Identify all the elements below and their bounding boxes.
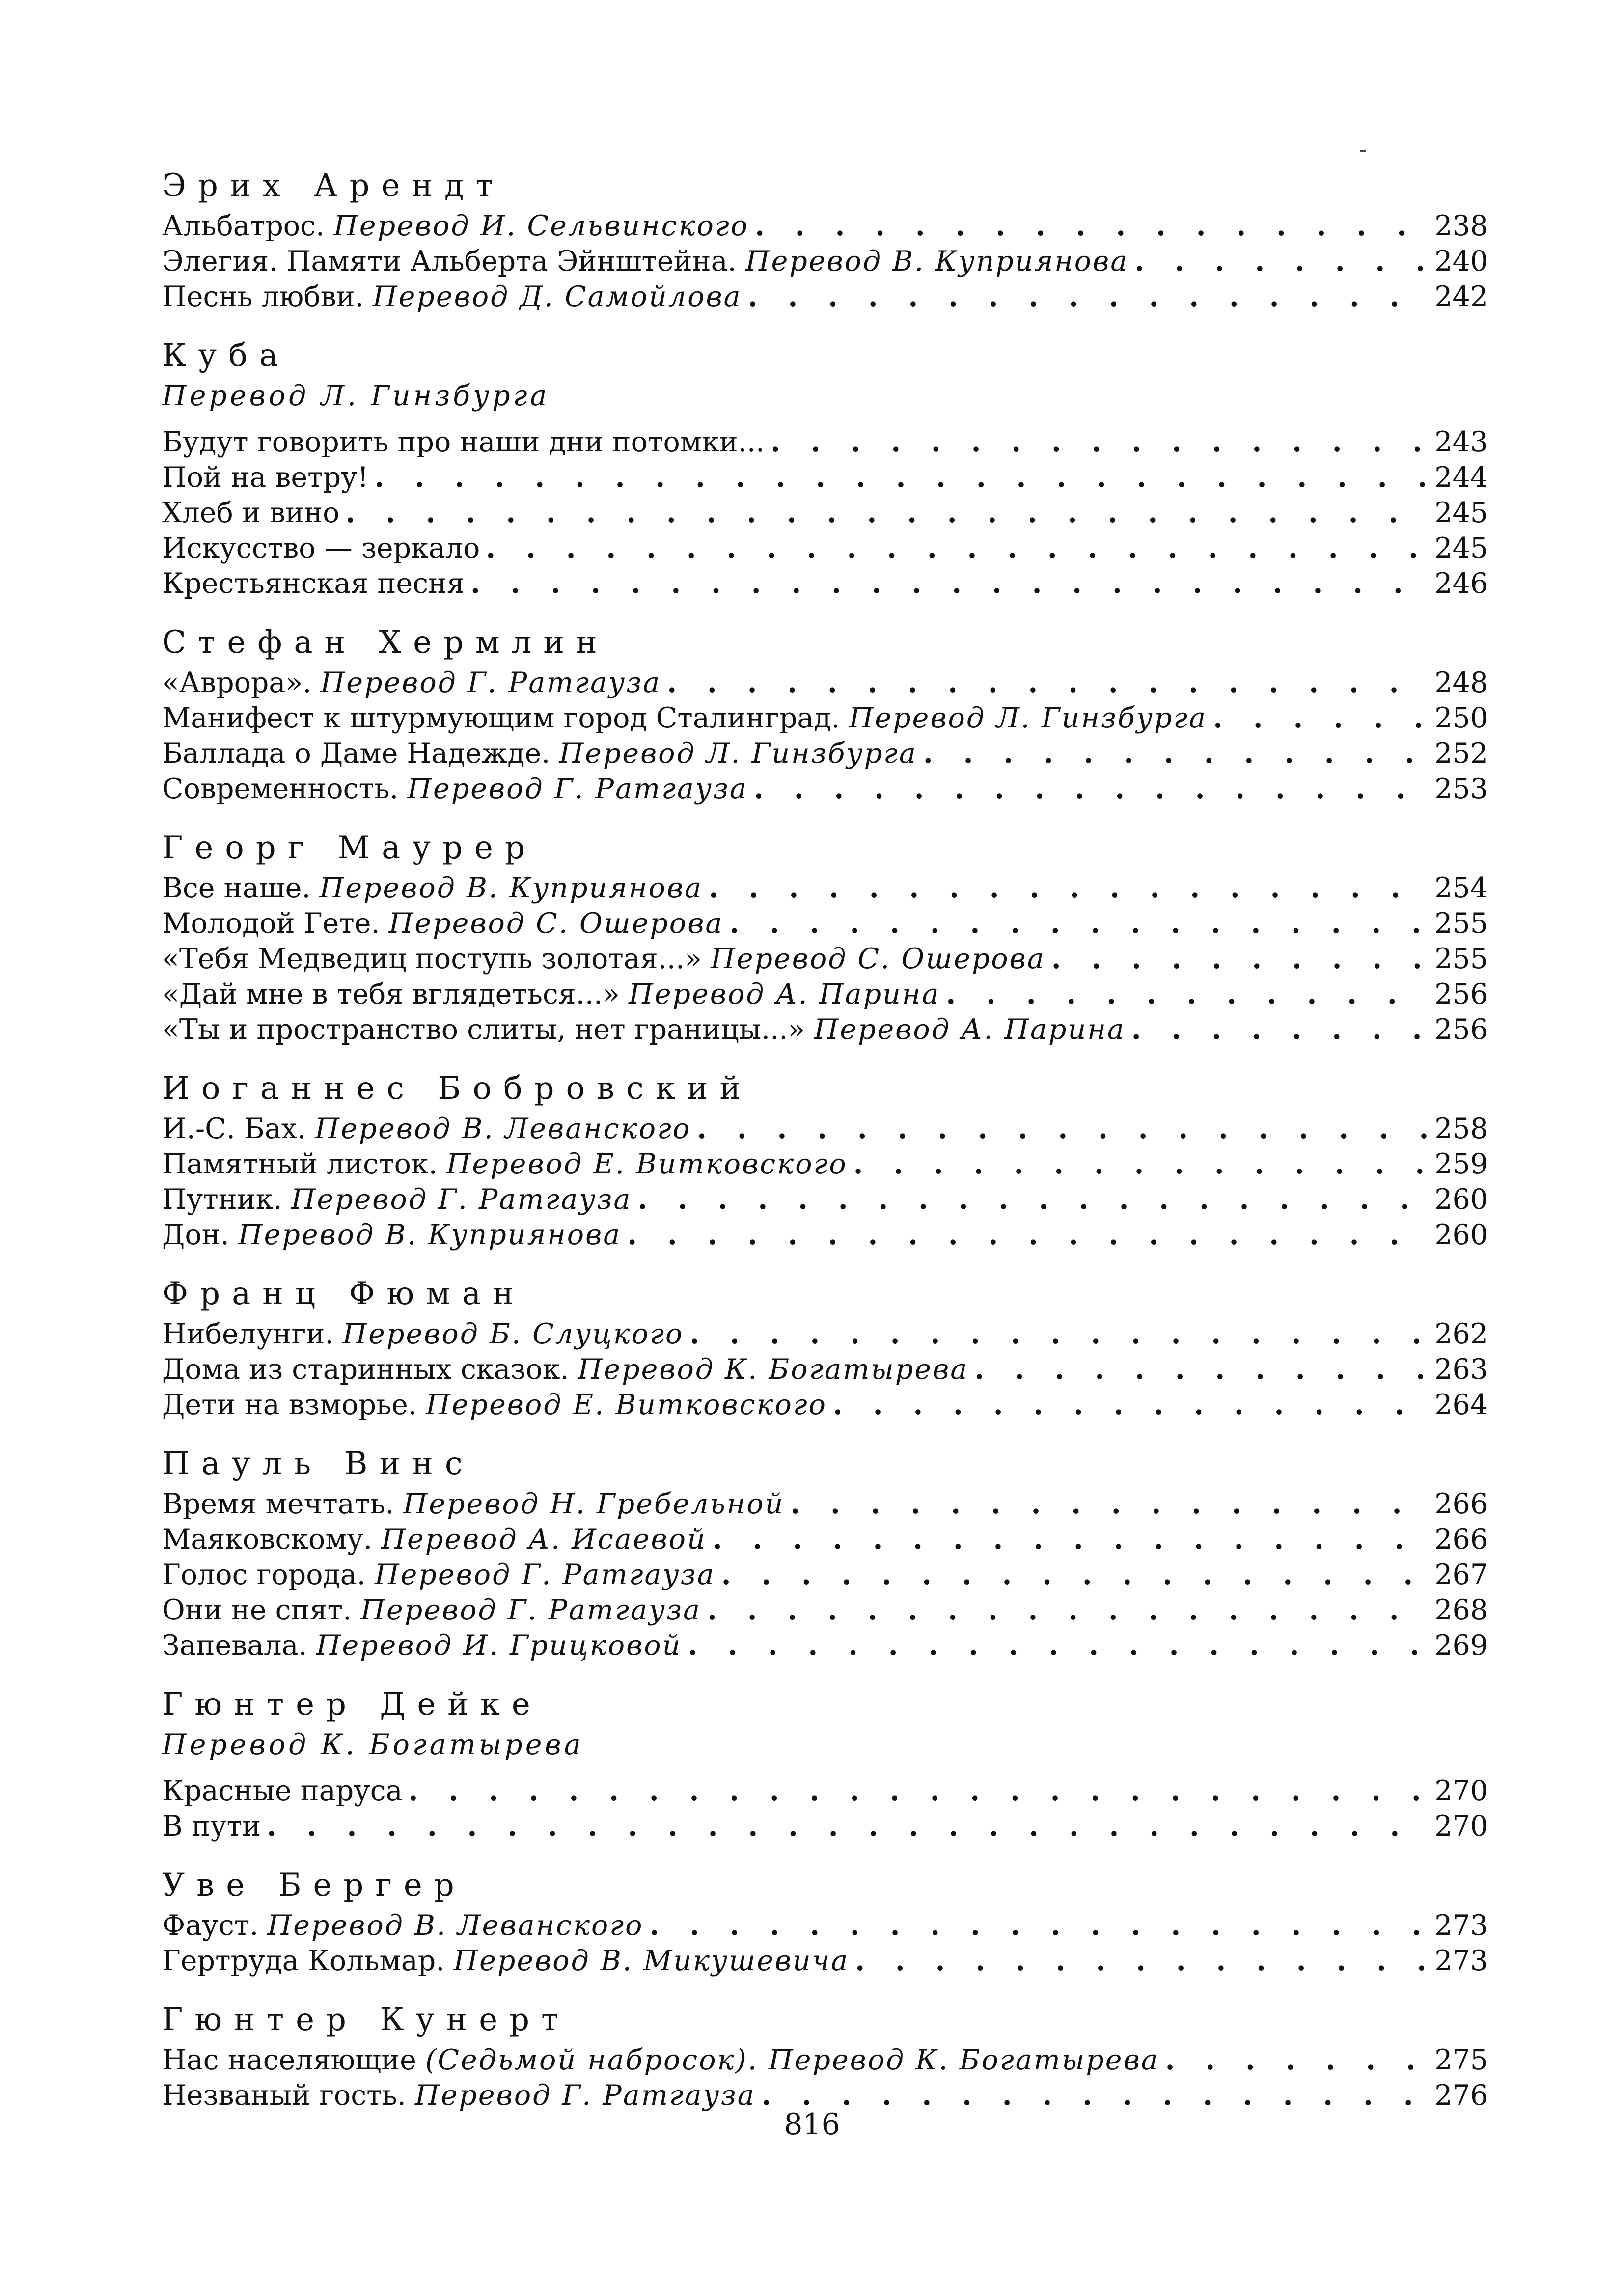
toc-entry	[162, 1557, 1488, 1592]
entry-page-number: 245	[1434, 532, 1488, 564]
page-mark	[1360, 150, 1366, 152]
entry-text	[162, 209, 749, 244]
toc-section	[162, 2001, 1488, 2113]
entry-page-number: 246	[1434, 567, 1488, 600]
toc-entry	[162, 1773, 1488, 1809]
entry-title: Молодой Гете.	[162, 907, 380, 940]
entry-page-number: 254	[1434, 872, 1488, 904]
toc-entry	[162, 1908, 1488, 1943]
entry-title: Нас населяющие	[162, 2044, 416, 2076]
dot-leader	[833, 1387, 1428, 1422]
entry-title: Незваный гость.	[162, 2079, 406, 2112]
entry-text	[162, 1218, 621, 1253]
entry-text	[162, 566, 465, 601]
dot-leader	[1051, 941, 1428, 976]
entry-translator: Перевод Б. Слуцкого	[342, 1318, 684, 1350]
dot-leader	[375, 460, 1428, 495]
entry-page-number: 253	[1434, 773, 1488, 805]
dot-leader	[1134, 244, 1428, 279]
toc-entry	[162, 566, 1488, 601]
entry-title: «Дай мне в тебя вглядеться...»	[162, 978, 620, 1010]
dot-leader	[754, 771, 1428, 806]
dot-leader	[345, 495, 1428, 530]
entry-page-number: 255	[1434, 943, 1488, 975]
toc-entry	[162, 495, 1488, 530]
entry-text	[162, 942, 1046, 976]
entry-page-number: 267	[1434, 1559, 1488, 1591]
toc-entry	[162, 279, 1488, 314]
entry-translator: Перевод Е. Витковского	[426, 1389, 827, 1421]
entry-title: И.-С. Бах.	[162, 1113, 306, 1145]
entry-title: Памятный листок.	[162, 1148, 438, 1180]
entry-page-number: 276	[1434, 2079, 1488, 2112]
entry-title: Современность.	[162, 773, 399, 805]
entry-translator: Перевод Г. Ратгауза	[320, 667, 661, 699]
entry-page-number: 255	[1434, 907, 1488, 940]
entry-page-number: 262	[1434, 1318, 1488, 1350]
toc-entry	[162, 424, 1488, 460]
entry-translator: Перевод И. Грицковой	[316, 1629, 682, 1662]
toc-section	[162, 1275, 1488, 1422]
toc-entry	[162, 1146, 1488, 1182]
toc-entry	[162, 665, 1488, 700]
dot-leader	[974, 1352, 1428, 1387]
entry-translator: Перевод Г. Ратгауза	[414, 2079, 756, 2112]
entry-title: Время мечтать.	[162, 1488, 394, 1520]
entry-text	[162, 1809, 261, 1844]
entry-page-number: 250	[1434, 702, 1488, 734]
entry-text	[162, 1147, 848, 1182]
entry-translator: Перевод Л. Гинзбурга	[559, 737, 917, 770]
toc-section	[162, 1445, 1488, 1663]
entry-translator: Перевод С. Ошерова	[388, 907, 724, 940]
entry-translator: Перевод С. Ошерова	[711, 943, 1046, 975]
dot-leader	[707, 1592, 1428, 1627]
dot-leader	[729, 906, 1428, 941]
author-heading: Пауль Винс	[162, 1446, 474, 1482]
entry-text	[162, 1487, 784, 1522]
entry-text	[162, 279, 742, 314]
entry-title: Фауст.	[162, 1909, 259, 1942]
entry-title: Баллада о Даме Надежде.	[162, 737, 551, 770]
entry-title: Гертруда Кольмар.	[162, 1945, 445, 1977]
author-heading: Гюнтер Дейке	[162, 1686, 542, 1723]
entry-page-number: 275	[1434, 2044, 1488, 2076]
entry-text	[162, 1628, 682, 1663]
entry-page-number: 240	[1434, 245, 1488, 278]
entry-text	[162, 1317, 684, 1352]
section-translator: Перевод К. Богатырева	[162, 1728, 584, 1761]
entry-text	[162, 666, 661, 700]
entry-page-number: 259	[1434, 1148, 1488, 1180]
entry-title: Маяковскому.	[162, 1523, 373, 1556]
author-heading: Иоганнес Бобровский	[162, 1070, 753, 1107]
entry-text	[162, 1908, 643, 1943]
author-heading: Гюнтер Кунерт	[162, 2002, 571, 2038]
entry-text	[162, 1558, 716, 1592]
toc-entry	[162, 1943, 1488, 1979]
author-heading: Франц Фюман	[162, 1276, 525, 1312]
entry-translator: Перевод А. Парина	[629, 978, 940, 1010]
entry-translator: Перевод А. Исаевой	[381, 1523, 707, 1556]
section-translator: Перевод Л. Гинзбурга	[162, 380, 550, 412]
entry-translator: Перевод К. Богатырева	[578, 1353, 969, 1386]
toc-section	[162, 1686, 1488, 1844]
entry-title: В пути	[162, 1810, 261, 1842]
dot-leader	[713, 1522, 1428, 1557]
entry-title: Альбатрос.	[162, 210, 325, 242]
toc-section	[162, 167, 1488, 314]
entry-page-number: 245	[1434, 497, 1488, 529]
entry-translator: Перевод Г. Ратгауза	[407, 773, 748, 805]
entry-page-number: 264	[1434, 1389, 1488, 1421]
entry-page-number: 273	[1434, 1945, 1488, 1977]
dot-leader	[853, 1146, 1428, 1181]
entry-title: «Аврора».	[162, 667, 312, 699]
entry-page-number: 260	[1434, 1219, 1488, 1251]
entry-title: Дети на взморье.	[162, 1389, 417, 1421]
entry-page-number: 260	[1434, 1183, 1488, 1216]
dot-leader	[689, 1316, 1428, 1351]
entry-page-number: 258	[1434, 1113, 1488, 1145]
toc-entry	[162, 1809, 1488, 1844]
entry-title: Все наше.	[162, 872, 311, 904]
entry-translator: Перевод В. Куприянова	[319, 872, 703, 904]
entry-text	[162, 1388, 827, 1422]
dot-leader	[667, 665, 1428, 700]
toc-entry	[162, 1387, 1488, 1422]
toc-section	[162, 829, 1488, 1047]
entry-page-number: 269	[1434, 1629, 1488, 1662]
entry-text	[162, 1352, 968, 1387]
entry-text	[162, 1012, 1126, 1047]
dot-leader	[1165, 2042, 1428, 2077]
toc-entry	[162, 771, 1488, 807]
dot-leader	[1131, 1012, 1428, 1047]
entry-title: Элегия. Памяти Альберта Эйнштейна.	[162, 245, 737, 278]
toc-entry	[162, 530, 1488, 566]
entry-translator: Перевод Н. Гребельной	[403, 1488, 785, 1520]
entry-translator: Перевод Г. Ратгауза	[291, 1183, 632, 1216]
toc-entry	[162, 2042, 1488, 2078]
entry-text	[162, 460, 369, 495]
toc-entry	[162, 941, 1488, 976]
toc-entry	[162, 736, 1488, 771]
toc-entry	[162, 1316, 1488, 1352]
entry-title: Крестьянская песня	[162, 567, 465, 600]
dot-leader	[755, 208, 1428, 243]
toc-entry	[162, 870, 1488, 906]
entry-title: Будут говорить про наши дни потомки...	[162, 426, 765, 458]
entry-page-number: 270	[1434, 1810, 1488, 1842]
entry-page-number: 263	[1434, 1353, 1488, 1386]
dot-leader	[946, 976, 1428, 1011]
entry-translator: Перевод Л. Гинзбурга	[849, 702, 1208, 734]
toc-entry	[162, 1111, 1488, 1146]
entry-title: Дома из старинных сказок.	[162, 1353, 569, 1386]
dot-leader	[486, 530, 1428, 565]
author-heading: Стефан Хермлин	[162, 624, 609, 661]
dot-leader	[855, 1943, 1428, 1978]
table-of-contents	[162, 167, 1488, 2136]
entry-title: «Тебя Медведиц поступь золотая...»	[162, 943, 702, 975]
toc-entry	[162, 460, 1488, 495]
dot-leader	[470, 566, 1428, 601]
toc-entry	[162, 700, 1488, 736]
entry-text	[162, 425, 765, 460]
entry-page-number: 238	[1434, 210, 1488, 242]
entry-title: «Ты и пространство слиты, нет границы...»	[162, 1013, 805, 1046]
entry-text	[162, 2043, 1159, 2078]
entry-title: Дон.	[162, 1219, 229, 1251]
entry-translator: (Седьмой набросок). Перевод К. Богатырева	[425, 2044, 1159, 2076]
entry-translator: Перевод В. Леванского	[315, 1113, 691, 1145]
dot-leader	[1213, 700, 1428, 735]
entry-page-number: 270	[1434, 1775, 1488, 1807]
entry-title: Они не спят.	[162, 1594, 352, 1626]
entry-page-number: 256	[1434, 978, 1488, 1010]
entry-page-number: 268	[1434, 1594, 1488, 1626]
entry-text	[162, 496, 339, 530]
entry-text	[162, 871, 703, 906]
author-heading: Куба	[162, 337, 290, 374]
toc-entry	[162, 1628, 1488, 1663]
toc-entry	[162, 1592, 1488, 1628]
dot-leader	[649, 1908, 1428, 1943]
dot-leader	[923, 736, 1428, 771]
dot-leader	[771, 424, 1428, 459]
entry-translator: Перевод Д. Самойлова	[372, 280, 742, 313]
dot-leader	[709, 870, 1428, 905]
entry-page-number: 244	[1434, 461, 1488, 494]
entry-text	[162, 1182, 632, 1217]
author-heading: Уве Бергер	[162, 1867, 466, 1903]
entry-title: Голос города.	[162, 1559, 366, 1591]
entry-title: Путник.	[162, 1183, 282, 1216]
entry-title: Запевала.	[162, 1629, 307, 1662]
toc-entry	[162, 976, 1488, 1012]
author-heading: Эрих Арендт	[162, 167, 505, 204]
toc-entry	[162, 1486, 1488, 1522]
entry-title: Пой на ветру!	[162, 461, 369, 494]
toc-section	[162, 337, 1488, 601]
dot-leader	[688, 1628, 1428, 1663]
entry-page-number: 256	[1434, 1013, 1488, 1046]
toc-entry	[162, 1012, 1488, 1047]
entry-translator: Перевод И. Сельвинского	[333, 210, 749, 242]
entry-text	[162, 1112, 691, 1146]
entry-text	[162, 1593, 701, 1628]
entry-translator: Перевод А. Парина	[814, 1013, 1126, 1046]
dot-leader	[790, 1486, 1428, 1521]
entry-title: Искусство — зеркало	[162, 532, 480, 564]
entry-translator: Перевод В. Куприянова	[238, 1219, 622, 1251]
toc-entry	[162, 1352, 1488, 1387]
entry-text	[162, 244, 1129, 279]
toc-section	[162, 1070, 1488, 1253]
entry-page-number: 248	[1434, 667, 1488, 699]
toc-entry	[162, 906, 1488, 941]
entry-text	[162, 701, 1207, 736]
entry-text	[162, 1522, 707, 1557]
entry-text	[162, 772, 748, 807]
entry-page-number: 252	[1434, 737, 1488, 770]
entry-title: Манифест к штурмующим город Сталинград.	[162, 702, 840, 734]
toc-entry	[162, 1522, 1488, 1557]
toc-entry	[162, 208, 1488, 244]
author-heading: Георг Маурер	[162, 830, 537, 866]
toc-entry	[162, 1217, 1488, 1253]
entry-page-number: 266	[1434, 1523, 1488, 1556]
entry-text	[162, 1944, 849, 1979]
entry-translator: Перевод Е. Витковского	[446, 1148, 848, 1180]
dot-leader	[627, 1217, 1428, 1252]
entry-page-number: 273	[1434, 1909, 1488, 1942]
toc-entry	[162, 1182, 1488, 1217]
entry-title: Хлеб и вино	[162, 497, 340, 529]
dot-leader	[748, 279, 1428, 314]
toc-entry	[162, 244, 1488, 279]
entry-text	[162, 906, 723, 941]
toc-section	[162, 624, 1488, 807]
dot-leader	[721, 1557, 1428, 1592]
entry-translator: Перевод В. Микушевича	[453, 1945, 850, 1977]
entry-text	[162, 977, 940, 1012]
entry-text	[162, 1774, 403, 1809]
entry-page-number: 266	[1434, 1488, 1488, 1520]
toc-section	[162, 1867, 1488, 1979]
entry-translator: Перевод В. Куприянова	[745, 245, 1129, 278]
entry-text	[162, 736, 917, 771]
entry-title: Красные паруса	[162, 1775, 403, 1807]
entry-title: Песнь любви.	[162, 280, 364, 313]
entry-translator: Перевод Г. Ратгауза	[374, 1559, 716, 1591]
entry-translator: Перевод В. Леванского	[267, 1909, 644, 1942]
page-number: 816	[784, 2107, 840, 2142]
dot-leader	[267, 1809, 1428, 1843]
dot-leader	[697, 1111, 1428, 1146]
entry-title: Нибелунги.	[162, 1318, 334, 1350]
entry-text	[162, 531, 480, 566]
dot-leader	[409, 1773, 1428, 1808]
dot-leader	[637, 1182, 1428, 1217]
entry-page-number: 243	[1434, 426, 1488, 458]
entry-translator: Перевод Г. Ратгауза	[360, 1594, 702, 1626]
entry-page-number: 242	[1434, 280, 1488, 313]
